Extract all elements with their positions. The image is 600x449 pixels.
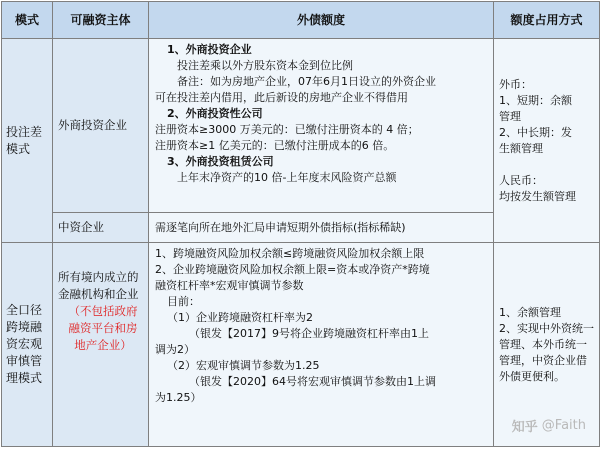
header-row xyxy=(2,2,600,39)
mode-macro-prudential: 全口径跨境融资宏观审慎管理模式 xyxy=(2,243,53,447)
quota-line: 生额管理 xyxy=(499,141,543,155)
external-debt-table xyxy=(1,1,600,447)
debt-line: （2）宏观审慎调节参数为1.25 xyxy=(167,359,320,372)
row-foreign-invested xyxy=(2,39,600,213)
quota-line: 外币： xyxy=(499,77,532,91)
debt-macro-prudential xyxy=(149,243,494,447)
debt-line: （银发【2020】64号将宏观审慎调节参数由1上调 xyxy=(189,375,436,388)
debt-line: 目前： xyxy=(167,295,200,308)
entity-all-text: 所有境内成立的金融机构和企业 xyxy=(58,270,139,301)
header-mode: 模式 xyxy=(2,2,53,39)
header-entity: 可融资主体 xyxy=(53,2,149,39)
mode-investment-gap: 投注差模式 xyxy=(2,39,53,243)
debt-line: 2、外商投资性公司 xyxy=(167,107,263,120)
entity-foreign-invested: 外商投资企业 xyxy=(53,39,149,213)
quota-line: 管理 xyxy=(499,109,521,123)
debt-foreign-invested xyxy=(149,39,494,213)
debt-line: 2、企业跨境融资风险加权余额上限=资本或净资产*跨境 xyxy=(155,263,430,276)
quota-line: 1、余额管理 xyxy=(499,305,561,319)
quota-line: 1、短期：余额 xyxy=(499,93,572,107)
quota-line: 均按发生额管理 xyxy=(499,189,576,203)
debt-line: 调为2） xyxy=(155,343,195,356)
debt-domestic: 需逐笔向所在地外汇局申请短期外债指标(指标稀缺) xyxy=(149,213,494,243)
entity-all xyxy=(53,243,149,447)
debt-line: （1）企业跨境融资杠杆率为2 xyxy=(167,311,313,324)
debt-line: 可在投注差内借用，此后新设的房地产企业不得借用 xyxy=(155,91,408,104)
debt-line: 1、跨境融资风险加权余额≤跨境融资风险加权余额上限 xyxy=(155,247,425,260)
debt-line: （银发【2017】9号将企业跨境融资杠杆率由1上 xyxy=(189,327,429,340)
row-macro-prudential xyxy=(2,243,600,447)
quota-line: 2、中长期：发 xyxy=(499,125,572,139)
quota-usage-investment-gap xyxy=(494,39,600,243)
entity-exclusion-note: （不包括政府融资平台和房地产企业） xyxy=(68,304,138,352)
debt-line: 3、外商投资租赁公司 xyxy=(167,155,274,168)
quota-line: 人民币： xyxy=(499,173,543,187)
watermark-brand: 知乎 xyxy=(511,420,538,435)
watermark-user: @Faith xyxy=(541,418,586,433)
header-quota-usage: 额度占用方式 xyxy=(494,2,600,39)
header-debt-quota: 外债额度 xyxy=(149,2,494,39)
debt-line: 上年末净资产的10 倍-上年度末风险资产总额 xyxy=(177,171,397,184)
debt-line: 融资杠杆率*宏观审慎调节参数 xyxy=(155,279,304,292)
watermark xyxy=(512,416,586,435)
debt-line: 备注：如为房地产企业，07年6月1日设立的外资企业 xyxy=(177,75,436,88)
quota-line: 2、实现中外资统一管理、本外币统一管理，中资企业借外债更便利。 xyxy=(499,321,594,383)
debt-line: 1、外商投资企业 xyxy=(167,43,252,56)
entity-domestic: 中资企业 xyxy=(53,213,149,243)
quota-line xyxy=(499,157,595,173)
debt-line: 注册资本≥1 亿美元的：已缴付注册成本的6 倍。 xyxy=(155,139,395,152)
debt-line: 注册资本≥3000 万美元的：已缴付注册资本的 4 倍； xyxy=(155,123,419,136)
debt-line: 投注差乘以外方股东资本金到位比例 xyxy=(177,59,353,72)
debt-line: 为1.25） xyxy=(155,391,202,404)
